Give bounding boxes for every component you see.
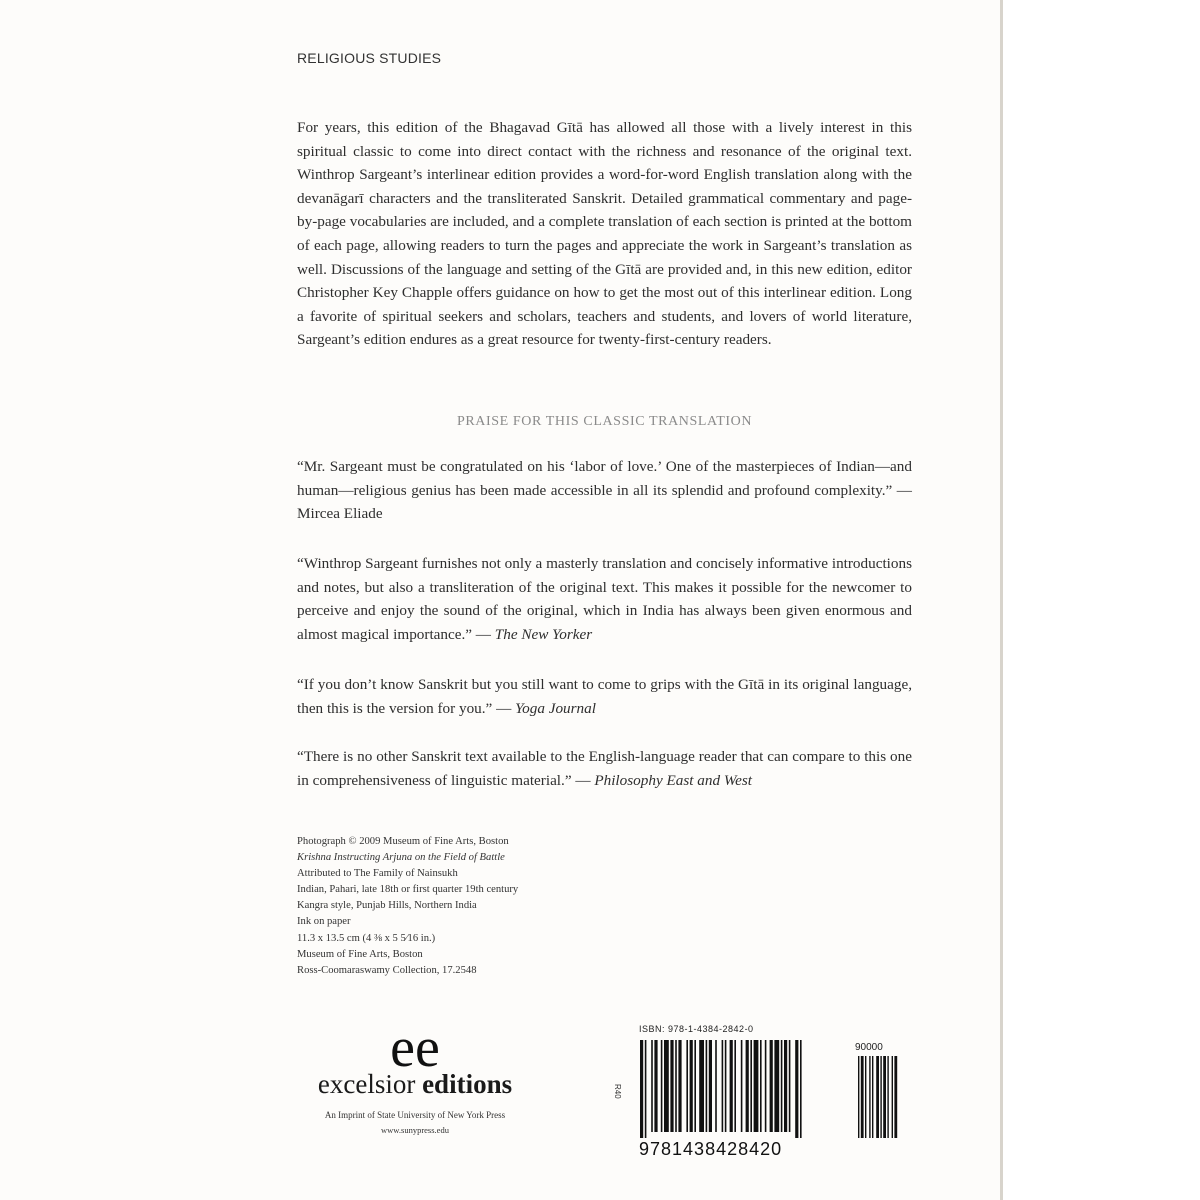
category-label: RELIGIOUS STUDIES [297,50,442,66]
barcode-bar [725,1040,727,1132]
barcode-addon-bar [892,1056,893,1138]
barcode-addon-bar [880,1056,881,1138]
barcode-bar [760,1040,762,1132]
praise-heading: PRAISE FOR THIS CLASSIC TRANSLATION [456,414,753,429]
barcode-bar [770,1040,773,1132]
barcode-bar [746,1040,749,1132]
barcode-bar [800,1040,802,1138]
barcode-bar [774,1040,779,1132]
barcode-bar [784,1040,787,1132]
cover-edge [1000,0,1003,1200]
quote-text: “There is no other Sanskrit text available to the English-language reader that can compare to this one in comprehensiveness of linguistic material.” — [297,748,912,789]
barcode-bar [781,1040,783,1132]
isbn-label: ISBN: 978-1-4384-2842-0 [639,1024,754,1034]
barcode-bar [734,1040,736,1132]
barcode-bar [651,1040,653,1132]
barcode-addon-bar [865,1056,866,1138]
barcode-addon-bar [887,1056,888,1138]
isbn-barcode [613,1024,922,1169]
quote-source: Yoga Journal [515,699,596,717]
barcode-side-code: R40 [613,1084,622,1099]
description-paragraph: For years, this edition of the Bhagavad Gītā has allowed all those with a lively interest in this spiritual classic to come into direct contact with the richness and resonance of the original text. Winthrop Sargeant’s interlinear edition provides a word-for-word English translation along with the devanāgarī characters and the transliterated Sanskrit. Detailed grammatical commentary and page-by-page vocabularies are included, and a complete translation of each section is printed at the bottom of each page, allowing readers to turn the pages and appreciate the work in Sargeant’s translation as well. Discussions of the language and setting of the Gītā are provided and, in this new edition, editor Christopher Key Chapple offers guidance on how to get the most out of this interlinear edition. Long a favorite of spiritual seekers and scholars, teachers and students, and lovers of world literature, Sargeant’s edition endures as a great resource for twenty-first-century readers. [297,119,912,349]
barcode-bar [741,1040,743,1132]
credit-line: Ink on paper [297,916,351,928]
photo-credits [297,834,657,979]
barcode-addon-bar [872,1056,873,1138]
praise-quote [297,745,912,792]
barcode-bar [765,1040,767,1132]
publisher-imprint: An Imprint of State University of New York Press [324,1110,506,1120]
quote-source: The New Yorker [494,625,593,643]
praise-quote [297,455,912,526]
credit-line: Ross-Coomaraswamy Collection, 17.2548 [297,964,477,976]
credit-line: Photograph © 2009 Museum of Fine Arts, Boston [297,836,509,847]
barcode-bar [661,1040,663,1132]
barcode-addon-bar [869,1056,870,1138]
barcode-bar [690,1040,693,1132]
credit-line: Krishna Instructing Arjuna on the Field of Battle [297,852,505,864]
credit-line: 11.3 x 13.5 cm (4 ⅜ x 5 5⁄16 in.) [297,932,436,944]
barcode-bar [709,1040,712,1132]
barcode-icon [622,1040,922,1140]
barcode-bar [722,1040,724,1132]
quote-source: Philosophy East and West [594,771,752,789]
barcode-addon-bar [861,1056,864,1138]
barcode-bar [715,1040,717,1132]
barcode-bar [699,1040,704,1132]
barcode-bar [750,1040,752,1132]
barcode-bar [795,1040,798,1138]
barcode-bar [645,1040,647,1138]
publisher-name-bold: editions [422,1069,513,1099]
barcode-bar [654,1040,657,1132]
barcode-bar [678,1040,681,1132]
barcode-bar [675,1040,677,1132]
barcode-bar [754,1040,759,1132]
credit-line: Museum of Fine Arts, Boston [297,948,423,960]
publisher-name [290,1069,540,1100]
barcode-bar [664,1040,669,1132]
svg-text:ee: ee [390,1018,440,1078]
quote-source: Mircea Eliade [297,505,383,523]
credit-line: Kangra style, Punjab Hills, Northern India [297,900,477,912]
barcode-bar [789,1040,791,1132]
quote-text: “Mr. Sargeant must be congratulated on his ‘labor of love.’ One of the masterpieces of Indian—and human—religious genius has been made accessible in all its splendid and profound complexity.” — [297,458,912,499]
quote-text: “Winthrop Sargeant furnishes not only a masterly translation and concisely informative introductions and notes, but also a transliteration of the original text. This makes it possible for the newcomer to perceive and enjoy the sound of the original, which in India has always been given enormous and almost magical importance.” — [297,555,912,643]
barcode-addon-bar [876,1056,879,1138]
publisher-name-regular: excelsior [317,1069,416,1099]
barcode-bar [694,1040,696,1132]
barcode-digits: 9781438428420 [639,1139,783,1159]
barcode-bar [670,1040,673,1132]
barcode-bar [640,1040,643,1138]
barcode-addon-bar [894,1056,897,1138]
price-code: 90000 [855,1042,883,1053]
credit-line: Indian, Pahari, late 18th or first quarter 19th century [297,884,519,896]
quote-text: “If you don’t know Sanskrit but you still want to come to grips with the Gītā in its original language, then this is the version for you.” — [297,676,912,717]
praise-quote [297,673,912,720]
barcode-addon-bar [858,1056,859,1138]
praise-quote [297,552,912,646]
barcode-bar [706,1040,708,1132]
barcode-bar [686,1040,688,1132]
barcode-bar [730,1040,733,1132]
credit-line: Attributed to The Family of Nainsukh [297,868,458,880]
barcode-addon-bar [883,1056,886,1138]
publisher-url: www.sunypress.edu [381,1125,449,1135]
